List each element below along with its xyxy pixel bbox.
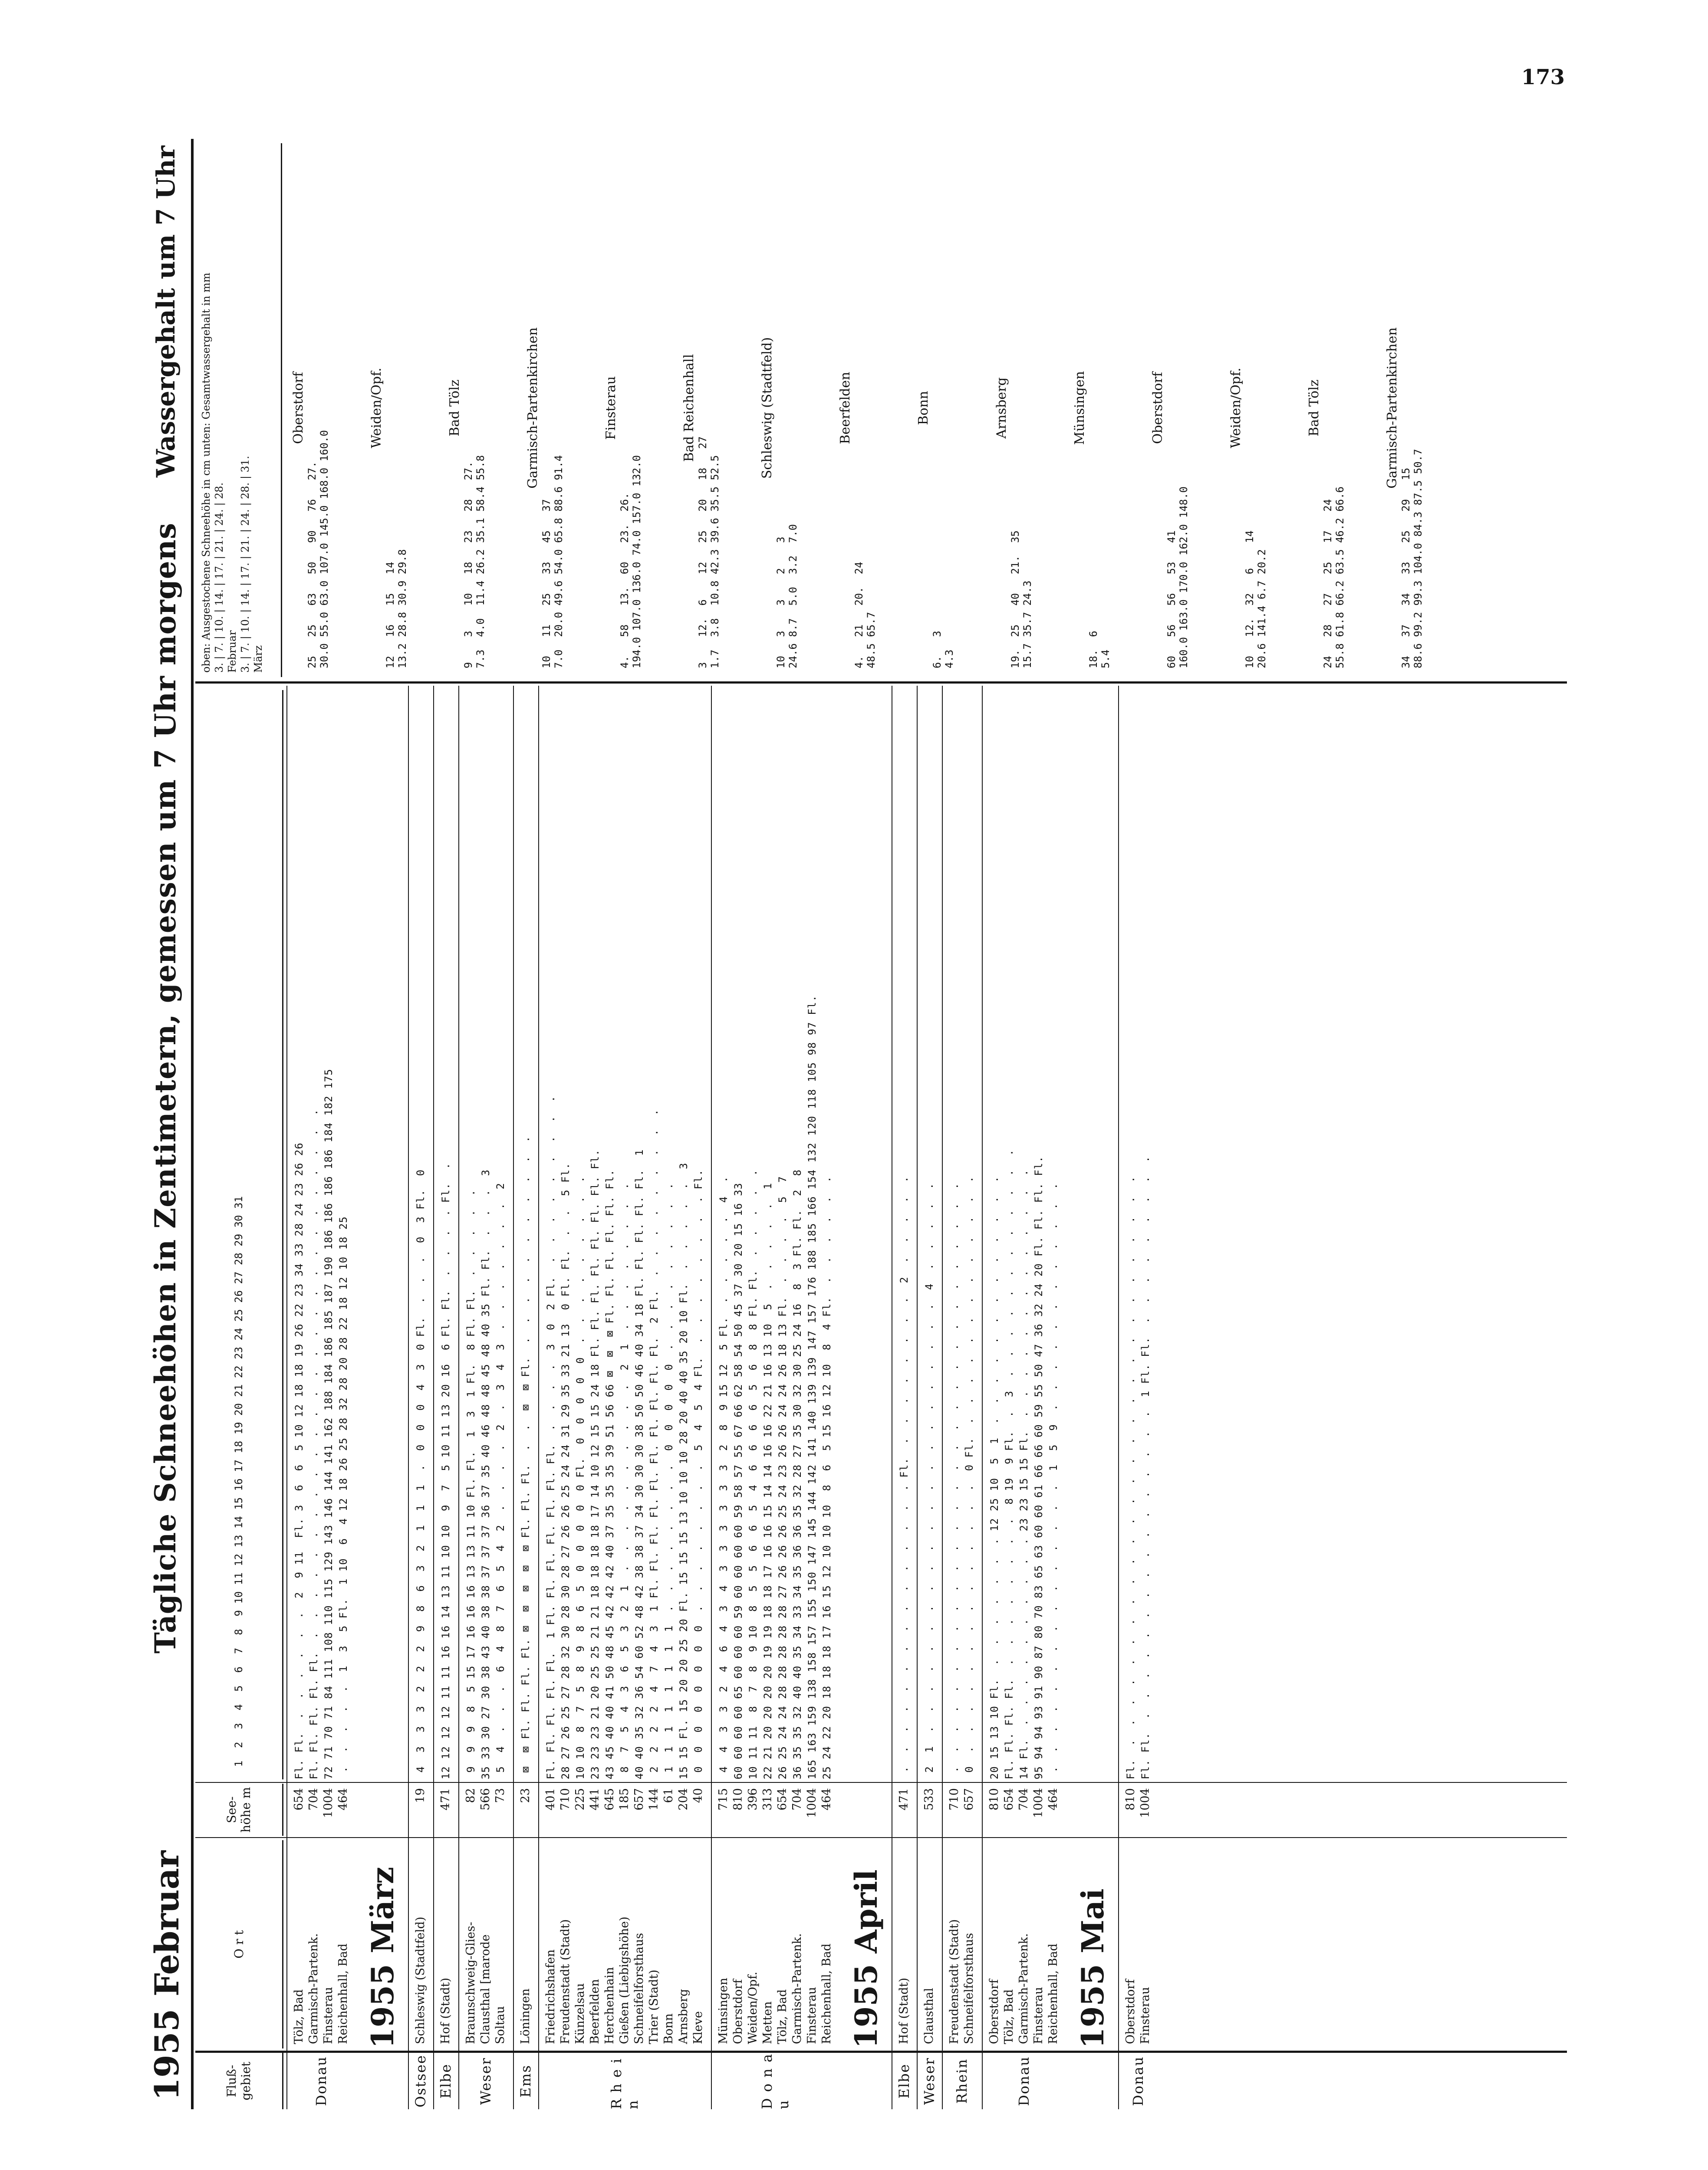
water-header-days-mar: 3. | 7. | 10. | 14. | 17. | 21. | 24. | 28. | 31. bbox=[239, 456, 251, 673]
water-snow-height-values: 18. 6 bbox=[1087, 631, 1099, 668]
title-month: Februar bbox=[148, 1851, 186, 1996]
water-station-block bbox=[838, 148, 877, 668]
water-snow-height-values: 4. 21 20. 24 bbox=[853, 562, 865, 668]
daily-values: 14 Fl. . . . . . . . . . . 23 23 15 15 Fl. . . . . . . . . . . . . . bbox=[1018, 1169, 1030, 1779]
place-name: Schneifelforsthaus bbox=[632, 1933, 646, 2044]
daily-values: . . . . . 1 3 5 Fl. 1 10 6 4 12 18 26 25 28 32 28 20 28 22 18 12 10 18 25 bbox=[337, 1216, 349, 1779]
table-row bbox=[922, 686, 937, 2109]
altitude-column-header: See-höhe m bbox=[195, 1784, 283, 1836]
river-basin-label: Donau bbox=[1130, 2056, 1146, 2106]
place-name: Garmisch-Partenk. bbox=[307, 1933, 320, 2044]
daily-values: 25 24 22 20 18 18 18 17 16 15 12 10 10 10 8 6 5 15 16 12 10 8 4 Fl. . . . . . . bbox=[821, 1176, 833, 1779]
altitude-value: 23 bbox=[519, 1788, 532, 1803]
section-heading: 1955 Mai bbox=[1075, 1888, 1111, 2048]
place-name: Hof (Stadt) bbox=[439, 1977, 452, 2044]
water-station-block bbox=[1385, 148, 1424, 668]
water-content-values: 160.0 163.0 170.0 162.0 148.0 bbox=[1178, 486, 1190, 668]
water-content-values: 13.2 28.8 30.9 29.8 bbox=[396, 549, 408, 668]
daily-values: 165 163 159 138 158 157 155 150 147 145 144 142 141 140 139 139 147 157 176 188 185 166 154 132 120 118 105 98 97 Fl. bbox=[806, 995, 818, 1779]
altitude-value: 1004 bbox=[1139, 1788, 1152, 1818]
altitude-value: 396 bbox=[746, 1788, 760, 1811]
altitude-value: 19 bbox=[414, 1788, 427, 1803]
water-snow-height-values: 24 28 27 25 17 24 bbox=[1322, 499, 1334, 668]
water-station-block bbox=[916, 148, 955, 668]
altitude-value: 61 bbox=[662, 1788, 675, 1803]
daily-values: 95 94 94 93 91 90 87 80 70 83 65 63 60 60 61 66 66 60 59 55 50 47 36 32 24 20 Fl. Fl. Fl. Fl. bbox=[1033, 1156, 1045, 1779]
water-content-values: 48.5 65.7 bbox=[865, 612, 877, 668]
daily-values: 10 10 8 7 5 8 9 8 6 5 0 0 0 0 0 Fl. 0 0 0 0 0 . . . . . . . . . bbox=[574, 1176, 586, 1779]
daily-values: 40 40 35 32 36 54 60 52 48 42 38 38 37 34 30 30 30 38 50 50 46 40 34 18 Fl. Fl. Fl. Fl. Fl. 1 bbox=[633, 1149, 645, 1779]
place-name: Tölz, Bad bbox=[1002, 1989, 1016, 2044]
water-header-month-mar: März bbox=[252, 645, 264, 673]
place-name: Weiden/Opf. bbox=[746, 1972, 760, 2044]
water-station-block bbox=[1307, 148, 1346, 668]
altitude-value: 810 bbox=[1124, 1788, 1137, 1811]
place-name: Clausthal bbox=[922, 1988, 936, 2044]
place-name: Garmisch-Partenk. bbox=[790, 1933, 804, 2044]
water-snow-height-values: 9 3 10 18 23 28 27. bbox=[462, 461, 474, 668]
rotated-table-page bbox=[143, 139, 1567, 2109]
daily-values: 5 4 . . . 6 4 8 7 6 5 4 2 . . . . 2 . 3 4 3 . . . . . . . 2 bbox=[494, 1183, 507, 1779]
headline bbox=[143, 139, 194, 2109]
table-row bbox=[1031, 686, 1046, 2109]
group-divider bbox=[942, 686, 943, 2109]
water-snow-height-values: 12 16 15 14 bbox=[384, 562, 396, 668]
water-station-name: Bad Reichenhall bbox=[681, 354, 697, 462]
water-station-name: Garmisch-Partenkirchen bbox=[525, 327, 540, 489]
place-name: Beerfelden bbox=[588, 1979, 602, 2044]
table-row bbox=[661, 686, 676, 2109]
table-row bbox=[1002, 686, 1017, 2109]
water-content-values: 4.3 bbox=[943, 649, 955, 668]
table-row bbox=[464, 686, 478, 2109]
water-header-note: oben: Ausgestochene Schneehöhe in cm unten: Gesamtwassergehalt in mm bbox=[200, 273, 212, 673]
water-title: Wassergehalt um 7 Uhr bbox=[151, 145, 181, 477]
water-content-values: 5.4 bbox=[1099, 649, 1112, 668]
daily-values: 12 12 12 12 11 11 16 16 14 13 11 10 10 9 7 5 10 11 13 20 16 6 Fl. Fl. . . . . Fl. . bbox=[440, 1162, 452, 1779]
water-snow-height-values: 10 12. 32 6 14 bbox=[1244, 530, 1256, 668]
altitude-value: 657 bbox=[962, 1788, 976, 1811]
place-name: Reichenhall, Bad bbox=[336, 1943, 350, 2044]
place-name: Garmisch-Partenk. bbox=[1017, 1933, 1030, 2044]
water-snow-height-values: 25 25 63 50 90 76 27. bbox=[306, 461, 318, 668]
water-content-values: 55.8 61.8 66.2 63.5 46.2 66.6 bbox=[1334, 486, 1346, 668]
table-row bbox=[1017, 686, 1031, 2109]
table-row bbox=[805, 686, 819, 2109]
table-row bbox=[292, 686, 306, 2109]
water-content-values: 194.0 107.0 136.0 74.0 157.0 132.0 bbox=[631, 455, 643, 668]
table-row bbox=[1046, 686, 1061, 2109]
table-row bbox=[478, 686, 493, 2109]
water-station-name: Bonn bbox=[916, 391, 931, 425]
place-name: Schneifelforsthaus bbox=[962, 1933, 976, 2044]
daily-values: . . . . . . . . . . . . . . . . . . . . . . . . . . . . . . bbox=[948, 1183, 961, 1779]
group-divider bbox=[538, 686, 539, 2109]
table-row bbox=[760, 686, 775, 2109]
table-row bbox=[647, 686, 661, 2109]
altitude-value: 471 bbox=[897, 1788, 911, 1811]
table-row bbox=[558, 686, 573, 2109]
group-divider bbox=[433, 686, 434, 2109]
place-name: Freudenstadt (Stadt) bbox=[948, 1919, 961, 2044]
table-row bbox=[819, 686, 834, 2109]
group-divider bbox=[408, 686, 409, 2109]
daily-values: Fl. Fl. Fl. Fl. Fl. . . . . . . . . . . . . . . . . . . . . . . . . . . . bbox=[308, 1109, 320, 1779]
table-row bbox=[691, 686, 706, 2109]
table-row bbox=[518, 686, 533, 2109]
water-content-values: 7.0 20.0 49.6 54.0 65.8 88.6 91.4 bbox=[553, 455, 565, 668]
river-basin-label: Elbe bbox=[438, 2063, 454, 2099]
group-divider bbox=[458, 686, 459, 2109]
water-station-name: Garmisch-Partenkirchen bbox=[1385, 327, 1400, 489]
water-station-name: Finsterau bbox=[603, 376, 619, 440]
water-snow-height-values: 60 56 56 53 41 bbox=[1165, 530, 1178, 668]
divider bbox=[195, 1782, 1567, 1783]
altitude-value: 464 bbox=[1047, 1788, 1060, 1811]
place-name: Hof (Stadt) bbox=[897, 1977, 911, 2044]
river-basin-label: D o n a u bbox=[759, 2053, 792, 2109]
altitude-value: 810 bbox=[731, 1788, 745, 1811]
daily-values: 60 60 60 60 65 60 60 60 59 60 60 60 60 59 58 57 55 67 66 62 58 54 50 45 37 30 20 15 16 33 bbox=[732, 1183, 744, 1779]
divider bbox=[195, 2051, 1567, 2053]
place-name: Reichenhall, Bad bbox=[820, 1943, 833, 2044]
water-station-name: Weiden/Opf. bbox=[369, 368, 384, 448]
place-name: Finsterau bbox=[1032, 1987, 1045, 2044]
altitude-value: 810 bbox=[987, 1788, 1001, 1811]
water-content-values: 20.6 141.4 6.7 20.2 bbox=[1256, 549, 1268, 668]
table-row bbox=[962, 686, 977, 2109]
place-name: Friedrichshafen bbox=[544, 1949, 557, 2044]
water-content-values: 1.7 3.8 10.8 42.3 39.6 35.5 52.5 bbox=[709, 455, 721, 668]
place-name: Trier (Stadt) bbox=[647, 1969, 661, 2044]
place-name: Gießen (Liebigshöhe) bbox=[618, 1917, 631, 2044]
daily-values: 15 15 Fl. 15 20 20 25 20 Fl. 15 15 15 13 10 10 10 28 20 40 40 35 20 10 Fl. . . . . . 3 bbox=[678, 1162, 690, 1779]
river-basin-label: Rhein bbox=[954, 2058, 970, 2104]
daily-values: Fl. Fl. . . . . . . . . . . . . . . . . 1 Fl. Fl. . . . . . . . . . bbox=[1139, 1156, 1152, 1779]
water-snow-height-values: 4. 58 13. 60 23. 26. bbox=[619, 493, 631, 668]
group-divider bbox=[917, 686, 918, 2109]
water-station-block bbox=[681, 148, 721, 668]
altitude-value: 1004 bbox=[805, 1788, 819, 1818]
altitude-value: 710 bbox=[559, 1788, 572, 1811]
table-row bbox=[438, 686, 453, 2109]
table-row bbox=[306, 686, 321, 2109]
daily-values: Fl. Fl. . . . . . . 2 9 11 Fl. 3 6 6 5 10 12 18 18 19 26 22 23 34 33 28 24 23 26 26 bbox=[293, 1142, 305, 1779]
daily-values: 26 25 24 24 28 28 28 28 28 27 26 26 26 25 24 23 26 26 24 24 26 18 13 Fl. . . . . 5 7 bbox=[777, 1176, 789, 1779]
altitude-value: 204 bbox=[677, 1788, 690, 1811]
water-station-block bbox=[760, 148, 799, 668]
altitude-value: 645 bbox=[603, 1788, 616, 1811]
table-row bbox=[321, 686, 336, 2109]
altitude-value: 704 bbox=[1017, 1788, 1030, 1811]
altitude-value: 40 bbox=[691, 1788, 705, 1803]
daily-values: 4 3 3 3 2 2 2 9 8 6 3 2 1 1 1 . 0 0 0 4 3 0 Fl. . . . 0 3 Fl. 0 bbox=[415, 1169, 427, 1779]
daily-values: 10 11 11 8 7 8 9 10 8 5 5 6 6 5 4 6 6 6 6 5 6 8 8 Fl. Fl. . . . . . bbox=[747, 1169, 759, 1779]
water-station-block bbox=[447, 148, 487, 668]
table-row bbox=[731, 686, 746, 2109]
water-station-name: Bad Tölz bbox=[1307, 379, 1322, 437]
daily-values: 22 21 20 20 20 20 19 19 18 18 17 16 16 15 14 14 16 16 22 21 16 13 10 5 . . . . . 1 bbox=[762, 1183, 774, 1779]
altitude-value: 654 bbox=[1002, 1788, 1016, 1811]
table-row bbox=[676, 686, 691, 2109]
river-basin-label: Ostsee bbox=[412, 2055, 429, 2108]
table-row bbox=[987, 686, 1002, 2109]
water-snow-height-values: 10 3 3 2 3 bbox=[775, 536, 787, 668]
section-heading: 1955 April bbox=[848, 1869, 884, 2048]
river-basin-label: R h e i n bbox=[608, 2058, 641, 2109]
water-station-name: Münsingen bbox=[1072, 371, 1087, 445]
altitude-value: 471 bbox=[439, 1788, 452, 1811]
river-basin-label: Weser bbox=[477, 2057, 494, 2105]
water-station-name: Bad Tölz bbox=[447, 379, 462, 437]
page-number: 173 bbox=[1521, 65, 1565, 89]
water-content-values: 30.0 55.0 63.0 107.0 145.0 168.0 160.0 bbox=[318, 430, 330, 668]
place-name: Tölz, Bad bbox=[776, 1989, 789, 2044]
daily-values: 28 27 26 25 27 28 32 30 28 30 28 27 26 26 25 24 24 31 29 35 33 21 13 0 Fl. Fl. . . 5 Fl. bbox=[559, 1162, 572, 1779]
river-basin-label: Donau bbox=[1016, 2056, 1032, 2106]
water-snow-height-values: 10 11 25 33 45 37 bbox=[540, 499, 553, 668]
water-station-name: Oberstdorf bbox=[291, 372, 306, 444]
water-station-block bbox=[994, 148, 1033, 668]
altitude-value: 144 bbox=[647, 1788, 661, 1811]
daily-values: Fl. Fl. Fl. Fl. . . . . . . . . 8 19 9 Fl. . 3 . . . . . . . . . . . . bbox=[1003, 1149, 1015, 1779]
water-station-name: Arnsberg bbox=[994, 377, 1009, 439]
table-row bbox=[897, 686, 912, 2109]
water-station-block bbox=[525, 148, 565, 668]
daily-values: . . . . . . . . . . . . . . . Fl. . . . . . . . . 2 . . . . . bbox=[898, 1176, 910, 1779]
table-row bbox=[716, 686, 731, 2109]
place-column-header: O r t bbox=[195, 1840, 283, 2048]
daily-values: 8 7 5 4 3 6 5 3 2 1 . . . . . . . . . . 2 1 . . . . . . . . bbox=[619, 1183, 631, 1779]
place-name: Bonn bbox=[662, 2013, 675, 2044]
water-header bbox=[195, 143, 282, 677]
altitude-value: 82 bbox=[464, 1788, 477, 1803]
place-name: Reichenhall, Bad bbox=[1047, 1943, 1060, 2044]
group-divider bbox=[1118, 686, 1119, 2109]
water-header-days-feb: 3. | 7. | 10. | 14. | 17. | 21. | 24. | 28. bbox=[213, 482, 225, 673]
page-title: Tägliche Schneehöhen in Zentimetern, gemessen um 7 Uhr morgens bbox=[148, 523, 182, 1654]
water-header-month-feb: Februar bbox=[226, 630, 238, 673]
place-name: Soltau bbox=[494, 2006, 507, 2044]
table-row bbox=[413, 686, 428, 2109]
water-station-block bbox=[1150, 148, 1190, 668]
water-station-block bbox=[1228, 148, 1268, 668]
water-station-block bbox=[369, 148, 408, 668]
table-row bbox=[336, 686, 351, 2109]
altitude-value: 654 bbox=[292, 1788, 306, 1811]
daily-values: ⊠ ⊠ Fl. Fl. Fl. Fl. ⊠ ⊠ ⊠ ⊠ ⊠ Fl. Fl. Fl. . . ⊠ ⊠ Fl. . . . . . . . . . . . bbox=[520, 1135, 532, 1779]
place-name: Arnsberg bbox=[677, 1989, 690, 2044]
group-divider bbox=[982, 686, 983, 2109]
table-row bbox=[947, 686, 962, 2109]
daily-values: . . . . . . . . . . . . . . . 1 5 9 . . . . . . . . . . . . bbox=[1047, 1183, 1060, 1779]
daily-values: 36 35 35 32 40 40 35 34 33 34 35 36 36 35 32 28 27 35 30 32 30 25 24 16 8 3 Fl. Fl. 2 8 bbox=[791, 1169, 803, 1779]
water-station-name: Oberstdorf bbox=[1150, 372, 1165, 444]
river-column-header: Fluß-gebiet bbox=[195, 2053, 283, 2109]
water-station-name: Weiden/Opf. bbox=[1228, 368, 1244, 448]
snow-depth-table bbox=[195, 139, 1567, 2109]
water-snow-height-values: 6. 3 bbox=[931, 631, 943, 668]
river-basin-label: Donau bbox=[313, 2056, 329, 2106]
altitude-value: 704 bbox=[790, 1788, 804, 1811]
place-name: Oberstdorf bbox=[987, 1979, 1001, 2044]
altitude-value: 1004 bbox=[1032, 1788, 1045, 1818]
place-name: Metten bbox=[761, 2001, 774, 2044]
altitude-value: 657 bbox=[632, 1788, 646, 1811]
place-name: Künzelsau bbox=[573, 1983, 587, 2044]
table-row bbox=[602, 686, 617, 2109]
place-name: Oberstdorf bbox=[731, 1979, 745, 2044]
daily-values: 1 1 1 1 1 1 1 1 . . . . . . . . 0 0 0 0 0 . . . . . . . . . bbox=[663, 1183, 675, 1779]
water-station-name: Schleswig (Stadtfeld) bbox=[760, 337, 775, 479]
place-name: Clausthal [marode bbox=[479, 1934, 492, 2044]
group-divider bbox=[286, 686, 287, 2109]
altitude-value: 710 bbox=[948, 1788, 961, 1811]
daily-values: 2 2 2 2 4 7 4 3 1 Fl. Fl. Fl. Fl. Fl. Fl. Fl. Fl. Fl. Fl. 2 Fl. . . . . . . . . . bbox=[648, 1109, 660, 1779]
altitude-value: 185 bbox=[618, 1788, 631, 1811]
section-heading: 1955 März bbox=[365, 1867, 401, 2048]
table-row bbox=[543, 686, 558, 2109]
table-row bbox=[775, 686, 790, 2109]
altitude-value: 464 bbox=[336, 1788, 350, 1811]
table-row bbox=[790, 686, 805, 2109]
water-content-values: 15.7 35.7 24.3 bbox=[1021, 580, 1033, 668]
altitude-value: 225 bbox=[573, 1788, 587, 1811]
daily-values: 0 . . . . . . . . . . . . . . 0 Fl. . . . . . . . . . . . . . bbox=[963, 1176, 975, 1779]
group-divider bbox=[711, 686, 712, 2109]
daily-values: 23 23 23 21 20 25 25 21 21 18 18 18 18 17 14 10 12 15 15 24 18 Fl. Fl. Fl. Fl. Fl. Fl. Fl. Fl. bbox=[589, 1149, 601, 1779]
water-snow-height-values: 34 37 34 33 25 29 15 bbox=[1400, 467, 1412, 668]
table-row bbox=[1138, 686, 1153, 2109]
place-name: Herchenhain bbox=[603, 1967, 616, 2044]
place-name: Schleswig (Stadtfeld) bbox=[414, 1917, 427, 2044]
altitude-value: 464 bbox=[820, 1788, 833, 1811]
altitude-value: 401 bbox=[544, 1788, 557, 1811]
place-name: Finsterau bbox=[322, 1987, 335, 2044]
table-row bbox=[573, 686, 588, 2109]
water-station-block bbox=[1072, 148, 1112, 668]
place-name: Münsingen bbox=[717, 1978, 730, 2044]
place-name: Freudenstadt (Stadt) bbox=[559, 1919, 572, 2044]
divider bbox=[195, 1837, 1567, 1838]
river-basin-label: Elbe bbox=[896, 2063, 912, 2099]
table-row bbox=[746, 686, 760, 2109]
place-name: Oberstdorf bbox=[1124, 1979, 1137, 2044]
water-content-values: 88.6 99.2 99.3 104.0 84.3 87.5 50.7 bbox=[1412, 449, 1424, 668]
altitude-value: 73 bbox=[494, 1788, 507, 1803]
water-content-panel bbox=[195, 143, 1567, 677]
altitude-value: 704 bbox=[307, 1788, 320, 1811]
divider bbox=[195, 681, 1567, 684]
daily-values: 43 45 40 40 41 50 48 45 42 42 42 40 37 35 35 35 39 51 56 66 ⊠ ⊠ ⊠ Fl. Fl. Fl. Fl. Fl. Fl. bbox=[604, 1169, 616, 1779]
table-row bbox=[1123, 686, 1138, 2109]
daily-values: Fl. Fl. Fl. Fl. Fl. 1 Fl. Fl. Fl. Fl. Fl. Fl. Fl. . . . . 3 0 2 Fl. . . . . . . . . . bbox=[545, 1095, 557, 1779]
water-content-values: 7.3 4.0 11.4 26.2 35.1 58.4 55.8 bbox=[474, 455, 487, 668]
group-divider bbox=[513, 686, 514, 2109]
place-name: Tölz, Bad bbox=[292, 1989, 306, 2044]
table-row bbox=[588, 686, 602, 2109]
water-content-values: 24.6 8.7 5.0 3.2 7.0 bbox=[787, 524, 799, 668]
place-name: Löningen bbox=[519, 1988, 532, 2044]
day-columns-header: 1 2 3 4 5 6 7 8 9 10 11 12 13 14 15 16 17 18 19 20 21 22 23 24 25 26 27 28 29 30 31 bbox=[195, 690, 283, 1779]
water-snow-height-values: 3 12. 6 12 25 20 18 27 bbox=[697, 436, 709, 668]
altitude-value: 441 bbox=[588, 1788, 602, 1811]
daily-values: 9 9 9 8 5 15 17 16 16 16 13 13 11 10 Fl. Fl. 1 3 1 Fl. 8 Fl. Fl. . . . . . bbox=[465, 1189, 477, 1779]
title-year: 1955 bbox=[148, 2009, 186, 2101]
table-row bbox=[493, 686, 508, 2109]
place-name: Finsterau bbox=[805, 1987, 819, 2044]
daily-values: 20 15 13 10 Fl. . . . . . . . 12 25 10 5 1 . . . . . . . . . . . . . bbox=[988, 1176, 1000, 1779]
water-station-block bbox=[603, 148, 643, 668]
table-row bbox=[617, 686, 632, 2109]
place-name: Finsterau bbox=[1139, 1987, 1152, 2044]
river-basin-label: Ems bbox=[517, 2064, 534, 2098]
water-snow-height-values: 19. 25 40 21. 35 bbox=[1009, 530, 1021, 668]
daily-values: 2 1 . . . . . . . . . . . . . . . . . . . . . . 4 . . . . . bbox=[923, 1183, 935, 1779]
place-name: Braunschweig-Glies- bbox=[464, 1922, 477, 2044]
table-row bbox=[632, 686, 647, 2109]
daily-values: 72 71 70 71 84 111 108 110 115 129 143 146 144 141 162 188 184 186 185 187 190 186 186 186 186 184 182 175 bbox=[323, 1069, 335, 1779]
daily-values: Fl. . . . . . . . . . . . . . . . . . . . . . . . . . . . . . bbox=[1125, 1176, 1137, 1779]
water-station-name: Beerfelden bbox=[838, 372, 853, 444]
altitude-value: 566 bbox=[479, 1788, 492, 1811]
altitude-value: 313 bbox=[761, 1788, 774, 1811]
water-station-block bbox=[291, 148, 330, 668]
altitude-value: 533 bbox=[922, 1788, 936, 1811]
river-basin-label: Weser bbox=[921, 2057, 938, 2105]
daily-values: 4 4 3 3 2 4 6 4 3 4 3 3 3 3 3 3 2 8 9 15 12 5 Fl. . . . . . 4 . bbox=[717, 1176, 730, 1779]
daily-values: 0 0 0 0 0 0 0 0 . . . . . . . . 5 4 5 4 Fl. . . . . . . . . Fl. bbox=[692, 1169, 704, 1779]
altitude-value: 654 bbox=[776, 1788, 789, 1811]
place-name: Kleve bbox=[691, 2011, 705, 2044]
daily-values: 35 33 30 27 30 38 43 40 38 38 37 37 37 36 37 35 40 46 48 48 45 48 40 35 Fl. Fl. . . . 3 bbox=[480, 1169, 492, 1779]
altitude-value: 1004 bbox=[322, 1788, 335, 1818]
altitude-value: 715 bbox=[717, 1788, 730, 1811]
